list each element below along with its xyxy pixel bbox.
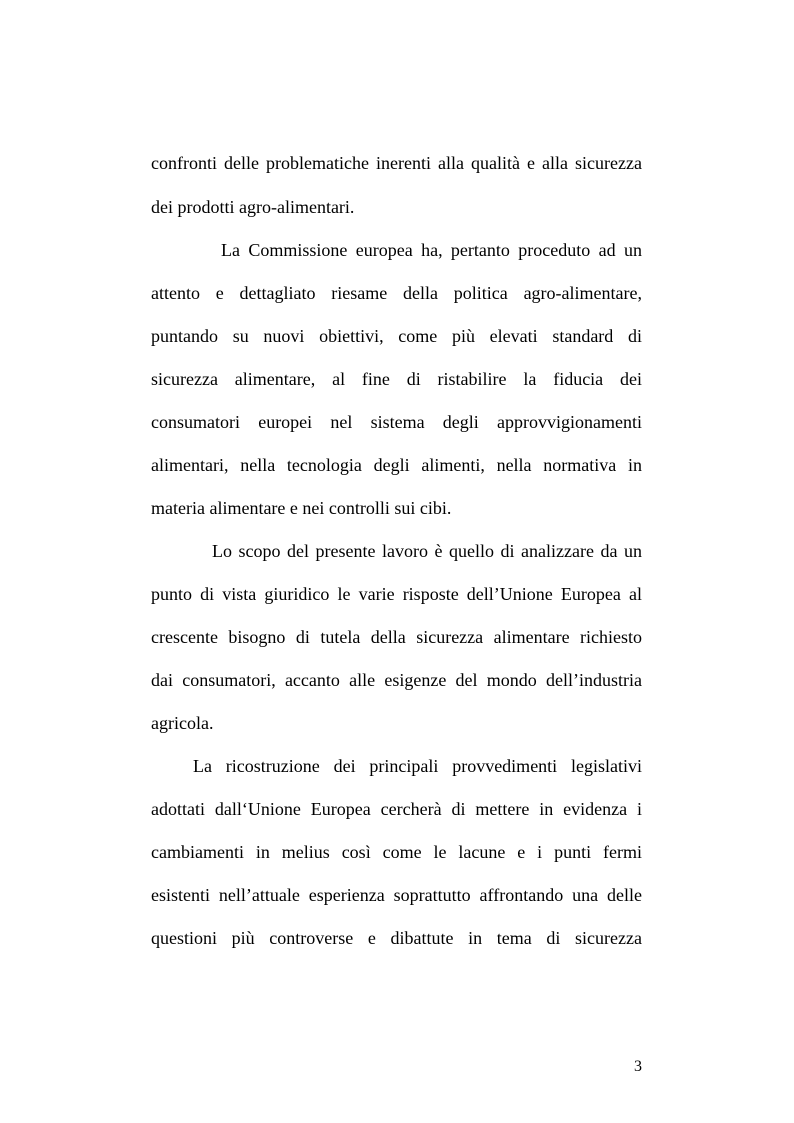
text-line: dai consumatori, accanto alle esigenze del mondo dell’industria (151, 670, 642, 690)
paragraph-start-line: La Commissione europea ha, pertanto proceduto ad un (221, 240, 642, 260)
text-line: esistenti nell’attuale esperienza soprattutto affrontando una delle (151, 885, 642, 905)
text-line: materia alimentare e nei controlli sui cibi. (151, 498, 452, 518)
text-line: questioni più controverse e dibattute in tema di sicurezza (151, 928, 642, 948)
text-line: punto di vista giuridico le varie risposte dell’Unione Europea al (151, 584, 642, 604)
text-line: dei prodotti agro-alimentari. (151, 197, 355, 217)
text-line: puntando su nuovi obiettivi, come più elevati standard di (151, 326, 642, 346)
paragraph-start-line: Lo scopo del presente lavoro è quello di analizzare da un (212, 541, 642, 561)
page-number: 3 (634, 1058, 642, 1075)
text-line: sicurezza alimentare, al fine di ristabilire la fiducia dei (151, 369, 642, 389)
paragraph-start-line: La ricostruzione dei principali provvedimenti legislativi (193, 756, 642, 776)
text-line: attento e dettagliato riesame della politica agro-alimentare, (151, 283, 642, 303)
text-line: consumatori europei nel sistema degli approvvigionamenti (151, 412, 642, 432)
text-line: crescente bisogno di tutela della sicurezza alimentare richiesto (151, 627, 642, 647)
text-line: agricola. (151, 713, 214, 733)
text-line: cambiamenti in melius così come le lacune e i punti fermi (151, 842, 642, 862)
text-line: adottati dall‘Unione Europea cercherà di mettere in evidenza i (151, 799, 642, 819)
text-line: confronti delle problematiche inerenti alla qualità e alla sicurezza (151, 153, 642, 173)
text-line: alimentari, nella tecnologia degli alimenti, nella normativa in (151, 455, 642, 475)
